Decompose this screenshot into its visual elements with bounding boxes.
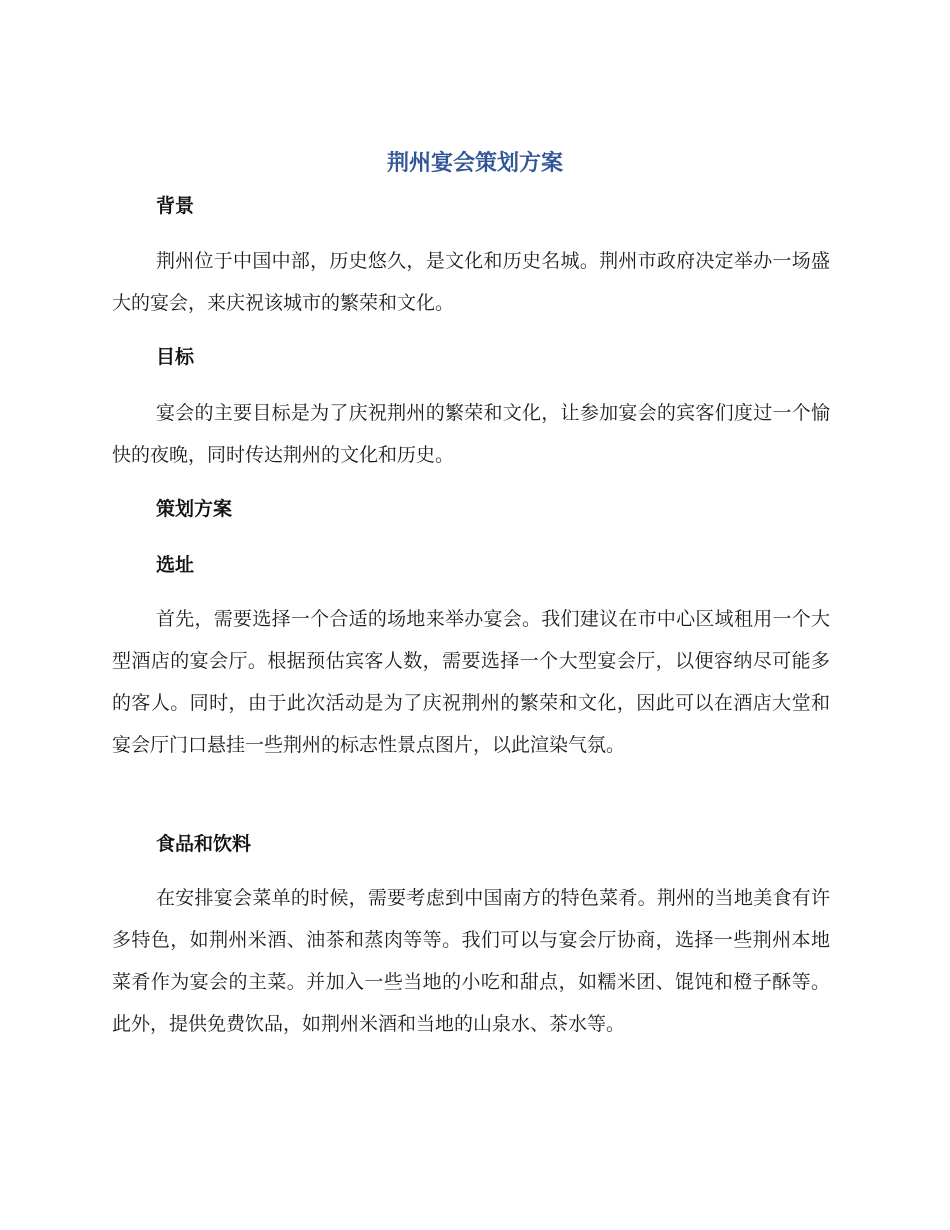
section-heading-background: 背景 — [156, 195, 195, 217]
section-paragraph-goal: 宴会的主要目标是为了庆祝荆州的繁荣和文化，让参加宴会的宾客们度过一个愉快的夜晚，同时传达荆州的文化和历史。 — [112, 402, 830, 466]
document-title: 荆州宴会策划方案 — [386, 151, 563, 176]
section-heading-food: 食品和饮料 — [156, 833, 252, 855]
section-paragraph-venue: 首先，需要选择一个合适的场地来举办宴会。我们建议在市中心区域租用一个大型酒店的宴会厅。根据预估宾客人数，需要选择一个大型宴会厅，以便容纳尽可能多的客人。同时，由于此次活动是为了庆祝荆州的繁荣和文化，因此可以在酒店大堂和宴会厅门口悬挂一些荆州的标志性景点图片，以此渲染气氛。 — [112, 608, 830, 756]
section-heading-plan: 策划方案 — [156, 498, 233, 520]
section-heading-venue: 选址 — [156, 554, 195, 576]
section-paragraph-food: 在安排宴会菜单的时候，需要考虑到中国南方的特色菜肴。荆州的当地美食有许多特色，如荆州米酒、油茶和蒸肉等等。我们可以与宴会厅协商，选择一些荆州本地菜肴作为宴会的主菜。并加入一些当地的小吃和甜点，如糯米团、馄饨和橙子酥等。此外，提供免费饮品，如荆州米酒和当地的山泉水、茶水等。 — [112, 887, 830, 1035]
section-paragraph-background: 荆州位于中国中部，历史悠久，是文化和历史名城。荆州市政府决定举办一场盛大的宴会，来庆祝该城市的繁荣和文化。 — [112, 250, 830, 314]
section-heading-goal: 目标 — [156, 346, 195, 368]
